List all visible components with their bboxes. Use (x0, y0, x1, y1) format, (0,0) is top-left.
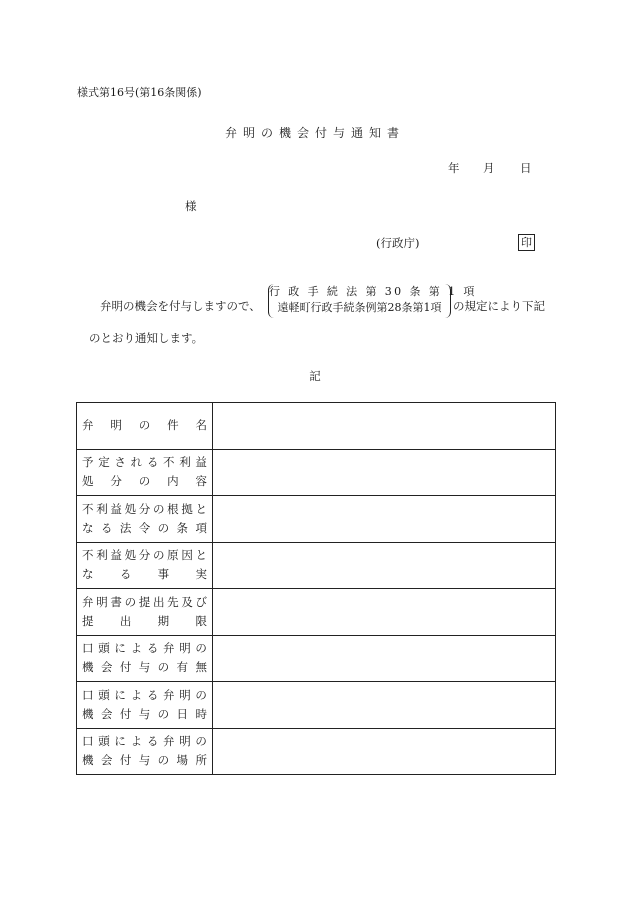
body-text-after-bracket: の規定により下記 (453, 299, 545, 313)
row-value-field[interactable] (213, 589, 556, 636)
sender-agency: (行政庁) (376, 236, 420, 250)
table-row (77, 635, 556, 682)
row-value-field[interactable] (213, 496, 556, 543)
row-label-line: 口 頭 に よ る 弁 明 の (82, 641, 207, 656)
row-label-line: な る 法 令 の 条 項 (82, 520, 207, 535)
row-label (77, 542, 213, 589)
row-label-line: 口 頭 に よ る 弁 明 の (82, 734, 207, 749)
body-text-before-bracket: 弁明の機会を付与しますので、 (100, 299, 261, 313)
row-label-line: 処 分 の 内 容 (82, 474, 207, 489)
row-label-line: 弁 明 書 の 提 出 先 及 び (82, 594, 207, 609)
body-text-line2: のとおり通知します。 (89, 331, 204, 345)
table-row (77, 728, 556, 775)
row-label (77, 682, 213, 729)
row-label-line: 口 頭 に よ る 弁 明 の (82, 687, 207, 702)
row-label (77, 728, 213, 775)
row-label-line: な る 事 実 (82, 567, 207, 582)
row-label-line: 予 定 さ れ る 不 利 益 (82, 455, 207, 470)
row-label-line: 機 会 付 与 の 日 時 (82, 706, 207, 721)
row-value-field[interactable] (213, 728, 556, 775)
table-row (77, 542, 556, 589)
row-value-field[interactable] (213, 635, 556, 682)
notice-table (76, 402, 556, 775)
row-value-field[interactable] (213, 449, 556, 496)
row-label-line: 機 会 付 与 の 場 所 (82, 753, 207, 768)
row-value-field[interactable] (213, 542, 556, 589)
date-year-label: 年 (448, 161, 460, 175)
row-label-line: 機 会 付 与 の 有 無 (82, 660, 207, 675)
ki-heading: 記 (309, 369, 321, 383)
row-label-line: 提 出 期 限 (82, 613, 207, 628)
document-title: 弁明の機会付与通知書 (224, 126, 405, 140)
table-row (77, 496, 556, 543)
date-month-label: 月 (483, 161, 495, 175)
row-label-line: 不 利 益 処 分 の 原 因 と (82, 548, 207, 563)
row-label (77, 403, 213, 450)
table-row (77, 589, 556, 636)
table-row (77, 682, 556, 729)
form-number: 様式第16号(第16条関係) (77, 86, 202, 99)
table-row (77, 449, 556, 496)
legal-basis-line1: 行 政 手 続 法 第 30 条 第 1 項 (269, 285, 477, 298)
addressee-suffix: 様 (185, 199, 197, 213)
row-label (77, 449, 213, 496)
row-value-field[interactable] (213, 682, 556, 729)
row-value-field[interactable] (213, 403, 556, 450)
legal-basis-bracket (268, 284, 477, 318)
row-label (77, 635, 213, 682)
seal-box: 印 (518, 234, 535, 251)
date-day-label: 日 (520, 161, 532, 175)
row-label-line: 不 利 益 処 分 の 根 拠 と (82, 501, 207, 516)
row-label-line: 弁 明 の 件 名 (82, 418, 207, 433)
row-label (77, 496, 213, 543)
legal-basis-line2: 遠軽町行政手続条例第28条第1項 (277, 301, 442, 314)
table-row (77, 403, 556, 450)
row-label (77, 589, 213, 636)
